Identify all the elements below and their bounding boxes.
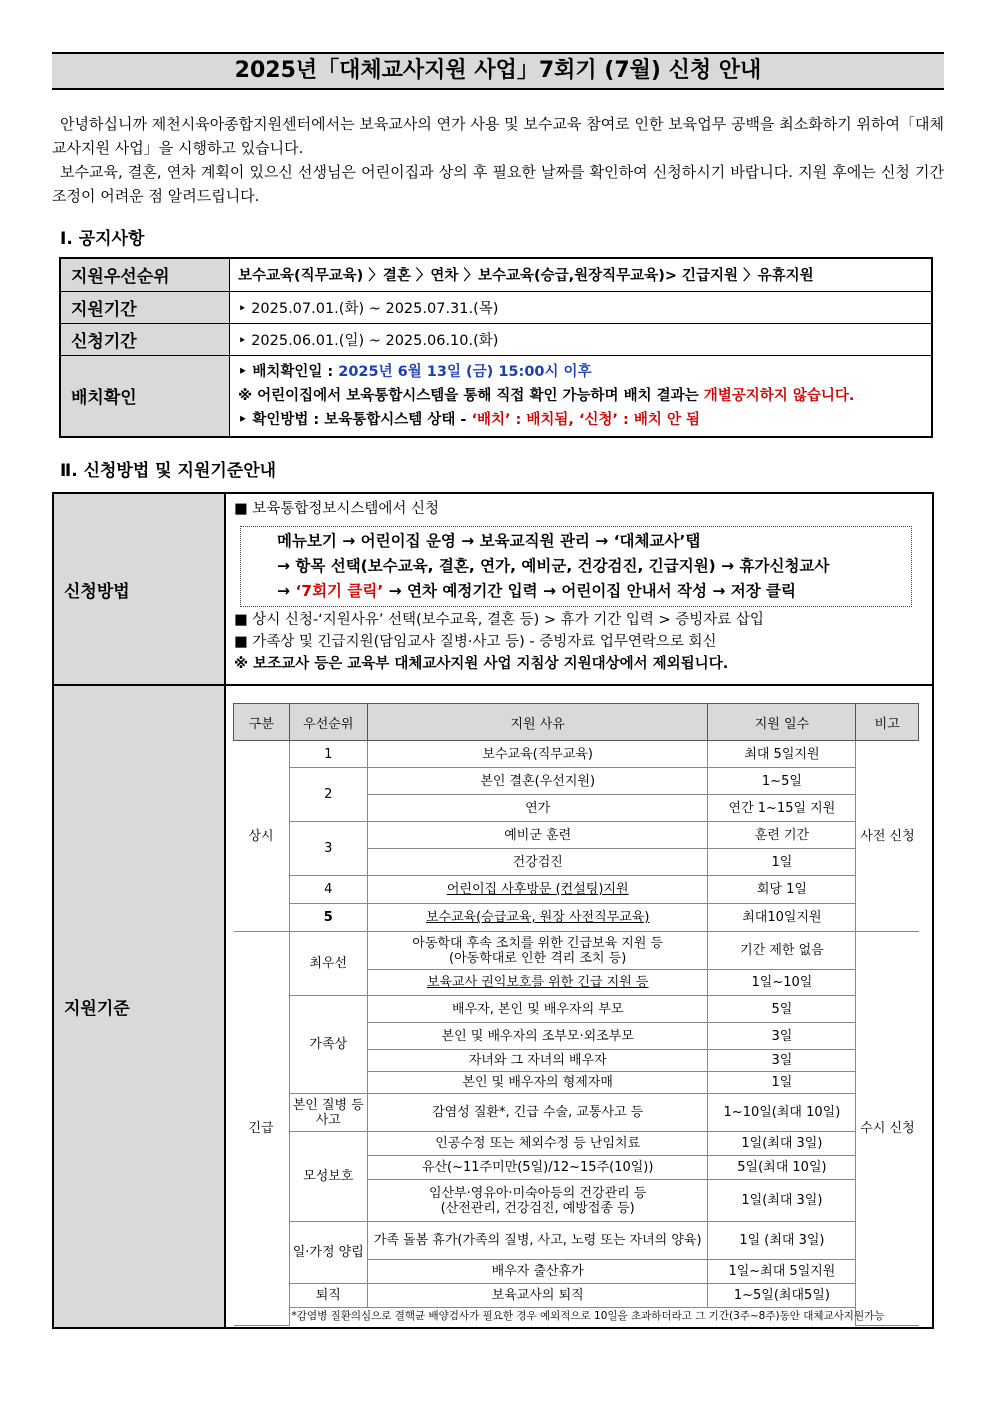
table-cell: 일·가정 양립 [289,1222,367,1284]
confirm-method-status: ‘배치’ : 배치됨, ‘신청’ : 배치 안 됨 [471,411,701,428]
criteria-table [233,703,919,1326]
table-cell: 자녀와 그 자녀의 배우자 [367,1050,707,1072]
col-days: 지원 일수 [708,704,856,741]
table-cell: 감염성 질환*, 긴급 수술, 교통사고 등 [367,1094,707,1132]
table-cell: 5일(최대 10일) [708,1156,856,1180]
table-cell: 1~10일(최대 10일) [708,1094,856,1132]
table-cell: 3 [289,822,367,876]
confirm-note-prefix: ※ 어린이집에서 보육통합시스템을 통해 직접 확인 가능하며 배치 결과는 [238,387,704,404]
apply-step-3-red: ‘7회기 클릭’ [295,582,384,600]
table-cell: 인공수정 또는 체외수정 등 난임치료 [367,1132,707,1156]
table-cell: 기간 제한 없음 [708,932,856,970]
table-cell: 본인 및 배우자의 조부모·외조부모 [367,1023,707,1050]
col-reason: 지원 사유 [367,704,707,741]
table-cell: 1~5일(최대5일) [708,1284,856,1308]
confirm-date-prefix: ‣ 배치확인일 : [238,363,339,380]
col-category: 구분 [234,704,290,741]
support-period-value: ‣ 2025.07.01.(화) ~ 2025.07.31.(목) [230,291,933,323]
cell-line: 임산부·영유아·미숙아등의 건강관리 등 [428,1185,647,1201]
table-cell: 본인 및 배우자의 형제자매 [367,1072,707,1094]
table-cell: 가족상 [289,996,367,1094]
confirm-date-line [238,360,923,384]
table-cell: 배우자, 본인 및 배우자의 부모 [367,996,707,1023]
col-priority: 우선순위 [289,704,367,741]
notice-table [59,257,933,438]
confirm-note-emphasis: 개별공지하지 않습니다. [703,387,855,404]
table-cell: 최대10일지원 [708,904,856,932]
page-title: 2025년「대체교사지원 사업」7회기 (7월) 신청 안내 [52,52,944,90]
table-cell: 가족 돌봄 휴가(가족의 질병, 사고, 노령 또는 자녀의 양육) [367,1222,707,1260]
intro-paragraph-2: 보수교육, 결혼, 연차 계획이 있으신 선생님은 어린이집과 상의 후 필요한 날짜를 확인하여 신청하시기 바랍니다. 지원 후에는 신청 기간 조정이 어려운 점 알려드립니다. [52,163,944,205]
table-cell: 배우자 출산휴가 [367,1260,707,1284]
confirm-date: 2025년 6월 13일 (금) 15:00시 이후 [338,363,592,380]
table-cell: 1일 [708,1072,856,1094]
apply-step-3b: → 연차 예정기간 입력 → 어린이집 안내서 작성 → 저장 클릭 [383,582,797,600]
apply-line-2: ■ 가족상 및 긴급지원(담임교사 질병·사고 등) - 증빙자료 업무연락으로 회신 [234,634,717,650]
table-cell: 1 [289,741,367,768]
table-cell: 회당 1일 [708,876,856,904]
priority-value: 보수교육(직무교육) 〉결혼 〉연차 〉보수교육(승급,원장직무교육)> 긴급지원 〉유휴지원 [230,258,933,291]
apply-method-content [225,493,933,685]
apply-table [52,492,934,1329]
table-cell: 최대 5일지원 [708,741,856,768]
table-cell: 3일 [708,1050,856,1072]
table-cell: 2 [289,768,367,822]
table-cell: 1일~최대 5일지원 [708,1260,856,1284]
table-cell: 5일 [708,996,856,1023]
apply-system-line: ■ 보육통합정보시스템에서 신청 [234,501,440,517]
apply-period-label: 신청기간 [60,323,230,355]
table-cell: 1~5일 [708,768,856,795]
support-period-label: 지원기간 [60,291,230,323]
table-cell: 모성보호 [289,1132,367,1222]
criteria-content [225,685,933,1328]
confirm-details [230,355,933,437]
table-cell: 최우선 [289,932,367,996]
table-cell: 1일 (최대 3일) [708,1222,856,1260]
table-cell: 보수교육(승급교육, 원장 사전직무교육) [367,904,707,932]
table-cell: 보육교사의 퇴직 [367,1284,707,1308]
criteria-label: 지원기준 [53,685,225,1328]
table-cell: 1일 [708,849,856,876]
apply-steps-box [240,526,912,607]
table-cell: 4 [289,876,367,904]
category-urgent: 긴급 [234,932,290,1326]
table-cell: 본인 결혼(우선지원) [367,768,707,795]
section-2-heading: Ⅱ. 신청방법 및 지원기준안내 [60,461,277,481]
intro-paragraph-1: 안녕하십니까 제천시육아종합지원센터에서는 보육교사의 연가 사용 및 보수교육 참여로 인한 보육업무 공백을 최소화하기 위하여「대체교사지원 사업」을 시행하고 있습니다. [52,115,944,157]
table-cell [367,932,707,970]
intro [52,112,944,208]
category-regular: 상시 [234,741,290,932]
table-cell: 훈련 기간 [708,822,856,849]
cell-line: (아동학대로 인한 격리 조치 등) [449,950,627,966]
table-cell: 유산(~11주미만(5일)/12~15주(10일)) [367,1156,707,1180]
cell-line: (산전관리, 건강검진, 예방접종 등) [440,1200,635,1216]
table-cell: 연간 1~15일 지원 [708,795,856,822]
table-cell: 5 [289,904,367,932]
confirm-method-prefix: ‣ 확인방법 : 보육통합시스템 상태 - [238,411,472,428]
criteria-footnote: *감염병 질환의심으로 결핵균 배양검사가 필요한 경우 예외적으로 10일을 초과하더라고 그 기간(3주~8주)동안 대체교사지원가능 [291,1310,885,1322]
table-cell: 1일(최대 3일) [708,1180,856,1222]
confirm-method-line [238,408,923,432]
apply-method-label: 신청방법 [53,493,225,685]
table-cell: 연가 [367,795,707,822]
table-cell: 예비군 훈련 [367,822,707,849]
apply-line-3: ※ 보조교사 등은 교육부 대체교사지원 사업 지침상 지원대상에서 제외됩니다. [234,656,729,672]
apply-step-1: 메뉴보기 → 어린이집 운영 → 보육교직원 관리 → ‘대체교사’탭 [277,532,701,550]
table-cell: 보육교사 권익보호를 위한 긴급 지원 등 [367,970,707,996]
table-cell: 건강검진 [367,849,707,876]
cell-line: 아동학대 후속 조치를 위한 긴급보육 지원 등 [412,935,664,951]
apply-line-1: ■ 상시 신청-‘지원사유’ 선택(보수교육, 결혼 등) > 휴가 기간 입력 > 증빙자료 삽입 [234,612,764,628]
regular-remark: 사전 신청 [856,741,919,932]
section-1-heading: Ⅰ. 공지사항 [60,229,145,249]
apply-period-value: ‣ 2025.06.01.(일) ~ 2025.06.10.(화) [230,323,933,355]
apply-step-3a: → [277,582,296,600]
confirm-label: 배치확인 [60,355,230,437]
table-cell: 퇴직 [289,1284,367,1308]
priority-label: 지원우선순위 [60,258,230,291]
confirm-note-line [238,384,923,408]
apply-step-3 [277,579,901,604]
apply-step-2: → 항목 선택(보수교육, 결혼, 연가, 예비군, 건강검진, 긴급지원) → 휴가신청교사 [277,557,830,575]
table-cell: 본인 질병 등 사고 [289,1094,367,1132]
table-cell: 1일~10일 [708,970,856,996]
table-cell: 3일 [708,1023,856,1050]
urgent-remark: 수시 신청 [856,932,919,1326]
table-cell: 보수교육(직무교육) [367,741,707,768]
table-cell [367,1180,707,1222]
table-cell: 1일(최대 3일) [708,1132,856,1156]
table-cell: 어린이집 사후방문 (컨설팅)지원 [367,876,707,904]
col-remark: 비고 [856,704,919,741]
